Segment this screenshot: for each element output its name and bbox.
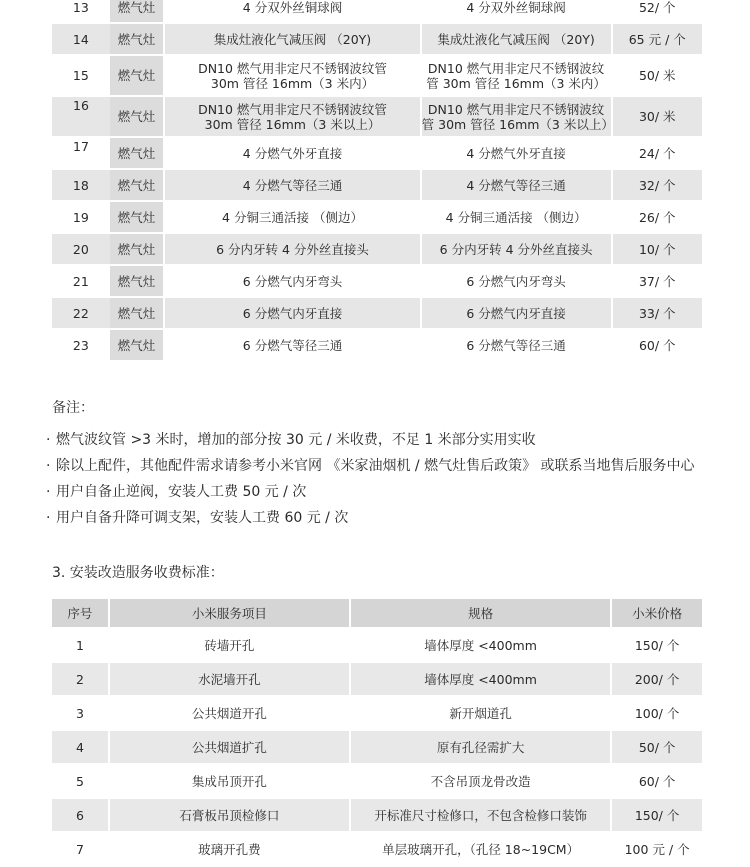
- table-row: [52, 234, 702, 266]
- category-cell: 燃气灶: [110, 24, 164, 56]
- name-cell: 6 分燃气等径三通: [163, 330, 419, 362]
- table-row: [52, 97, 702, 138]
- header-serial: 序号: [52, 599, 108, 629]
- notes-list: [52, 427, 695, 531]
- header-spec: 规格: [349, 599, 610, 629]
- table-row: [52, 731, 702, 765]
- table-row: [52, 202, 702, 234]
- price-cell: 24/ 个: [611, 138, 702, 170]
- note-item: · 用户自备止逆阀，安装人工费 50 元 / 次: [52, 479, 695, 505]
- spec-cell: 原有孔径需扩大: [349, 731, 610, 765]
- spec-cell: 4 分双外丝铜球阀: [420, 0, 611, 24]
- spec-cell: 4 分铜三通活接 （侧边）: [420, 202, 611, 234]
- category-cell: 燃气灶: [110, 97, 164, 138]
- serial-cell: 5: [52, 765, 108, 799]
- note-item: · 燃气波纹管 >3 米时，增加的部分按 30 元 / 米收费，不足 1 米部分实用实收: [52, 427, 695, 453]
- notes-title: 备注：: [52, 400, 94, 416]
- price-cell: 60/ 个: [610, 765, 702, 799]
- service-item-cell: 石膏板吊顶检修口: [108, 799, 349, 833]
- table-row: [52, 298, 702, 330]
- price-cell: 30/ 米: [611, 97, 702, 138]
- table-row: [52, 765, 702, 799]
- category-cell: 燃气灶: [110, 298, 164, 330]
- price-cell: 33/ 个: [611, 298, 702, 330]
- price-cell: 65 元 / 个: [611, 24, 702, 56]
- row-number: 23: [52, 330, 110, 362]
- name-cell: 4 分燃气等径三通: [163, 170, 419, 202]
- spec-cell: 集成灶液化气减压阀 （20Y): [420, 24, 611, 56]
- name-cell: 4 分铜三通活接 （侧边）: [163, 202, 419, 234]
- name-cell: 4 分燃气外牙直接: [163, 138, 419, 170]
- parts-price-table: [52, 0, 702, 362]
- row-number: 18: [52, 170, 110, 202]
- price-cell: 60/ 个: [611, 330, 702, 362]
- spec-cell: 6 分燃气内牙直接: [420, 298, 611, 330]
- table-row: [52, 330, 702, 362]
- spec-cell: 6 分燃气内牙弯头: [420, 266, 611, 298]
- service-item-cell: 公共烟道扩孔: [108, 731, 349, 765]
- row-number-17: 17: [73, 139, 89, 154]
- name-cell: 6 分内牙转 4 分外丝直接头: [163, 234, 419, 266]
- name-cell: DN10 燃气用非定尺不锈钢波纹管 30m 管径 16mm（3 米内）: [163, 56, 419, 97]
- table-row: [52, 833, 702, 867]
- price-cell: 150/ 个: [610, 799, 702, 833]
- category-cell: 燃气灶: [110, 0, 164, 24]
- row-number: 15: [52, 56, 110, 97]
- spec-cell: 墙体厚度 <400mm: [349, 629, 610, 663]
- row-number: 21: [52, 266, 110, 298]
- price-cell: 200/ 个: [610, 663, 702, 697]
- spec-cell: 墙体厚度 <400mm: [349, 663, 610, 697]
- price-cell: 52/ 个: [611, 0, 702, 24]
- price-cell: 10/ 个: [611, 234, 702, 266]
- row-number: 22: [52, 298, 110, 330]
- table-row: [52, 138, 702, 170]
- spec-cell: 新开烟道孔: [349, 697, 610, 731]
- service-item-cell: 砖墙开孔: [108, 629, 349, 663]
- row-number-16: 16: [73, 98, 89, 113]
- spec-cell: 6 分内牙转 4 分外丝直接头: [420, 234, 611, 266]
- name-cell: DN10 燃气用非定尺不锈钢波纹管 30m 管径 16mm（3 米以上）: [163, 97, 419, 138]
- table-row: [52, 697, 702, 731]
- header-price: 小米价格: [610, 599, 702, 629]
- row-number: 20: [52, 234, 110, 266]
- category-cell: 燃气灶: [110, 170, 164, 202]
- spec-cell: DN10 燃气用非定尺不锈钢波纹 管 30m 管径 16mm（3 米以上）: [420, 97, 611, 138]
- serial-cell: 4: [52, 731, 108, 765]
- category-cell: 燃气灶: [110, 330, 164, 362]
- notes-section: [52, 397, 695, 531]
- spec-cell: DN10 燃气用非定尺不锈钢波纹 管 30m 管径 16mm（3 米内）: [420, 56, 611, 97]
- name-cell: 集成灶液化气减压阀 （20Y): [163, 24, 419, 56]
- table-row: [52, 799, 702, 833]
- table-row: [52, 663, 702, 697]
- service-item-cell: 集成吊顶开孔: [108, 765, 349, 799]
- serial-cell: 6: [52, 799, 108, 833]
- spec-cell: 单层玻璃开孔，（孔径 18~19CM）: [349, 833, 610, 867]
- price-cell: 50/ 米: [611, 56, 702, 97]
- row-number: 13: [52, 0, 110, 24]
- category-cell: 燃气灶: [110, 138, 164, 170]
- serial-cell: 3: [52, 697, 108, 731]
- note-item: · 除以上配件，其他配件需求请参考小米官网 《米家油烟机 / 燃气灶售后政策》 或联系当地售后服务中心: [52, 453, 695, 479]
- service-section-title: 3. 安装改造服务收费标准：: [52, 565, 224, 581]
- serial-cell: 2: [52, 663, 108, 697]
- price-cell: 100 元 / 个: [610, 833, 702, 867]
- category-cell: 燃气灶: [110, 202, 164, 234]
- service-item-cell: 水泥墙开孔: [108, 663, 349, 697]
- table-row: [52, 629, 702, 663]
- price-cell: 32/ 个: [611, 170, 702, 202]
- price-cell: 50/ 个: [610, 731, 702, 765]
- price-cell: 37/ 个: [611, 266, 702, 298]
- service-price-table: [52, 599, 702, 867]
- spec-cell: 开标准尺寸检修口，不包含检修口装饰: [349, 799, 610, 833]
- note-item: · 用户自备升降可调支架，安装人工费 60 元 / 次: [52, 505, 695, 531]
- header-service-item: 小米服务项目: [108, 599, 349, 629]
- table-row: [52, 266, 702, 298]
- table-header-row: [52, 599, 702, 629]
- table-row: [52, 0, 702, 24]
- table-row: [52, 24, 702, 56]
- category-cell: 燃气灶: [110, 56, 164, 97]
- serial-cell: 1: [52, 629, 108, 663]
- price-cell: 26/ 个: [611, 202, 702, 234]
- name-cell: 6 分燃气内牙直接: [163, 298, 419, 330]
- name-cell: 4 分双外丝铜球阀: [163, 0, 419, 24]
- row-number: 19: [52, 202, 110, 234]
- spec-cell: 4 分燃气外牙直接: [420, 138, 611, 170]
- table-row: [52, 56, 702, 97]
- spec-cell: 4 分燃气等径三通: [420, 170, 611, 202]
- table-row: [52, 170, 702, 202]
- service-item-cell: 公共烟道开孔: [108, 697, 349, 731]
- category-cell: 燃气灶: [110, 266, 164, 298]
- service-item-cell: 玻璃开孔费: [108, 833, 349, 867]
- spec-cell: 6 分燃气等径三通: [420, 330, 611, 362]
- price-cell: 150/ 个: [610, 629, 702, 663]
- category-cell: 燃气灶: [110, 234, 164, 266]
- name-cell: 6 分燃气内牙弯头: [163, 266, 419, 298]
- serial-cell: 7: [52, 833, 108, 867]
- spec-cell: 不含吊顶龙骨改造: [349, 765, 610, 799]
- row-number: 14: [52, 24, 110, 56]
- price-cell: 100/ 个: [610, 697, 702, 731]
